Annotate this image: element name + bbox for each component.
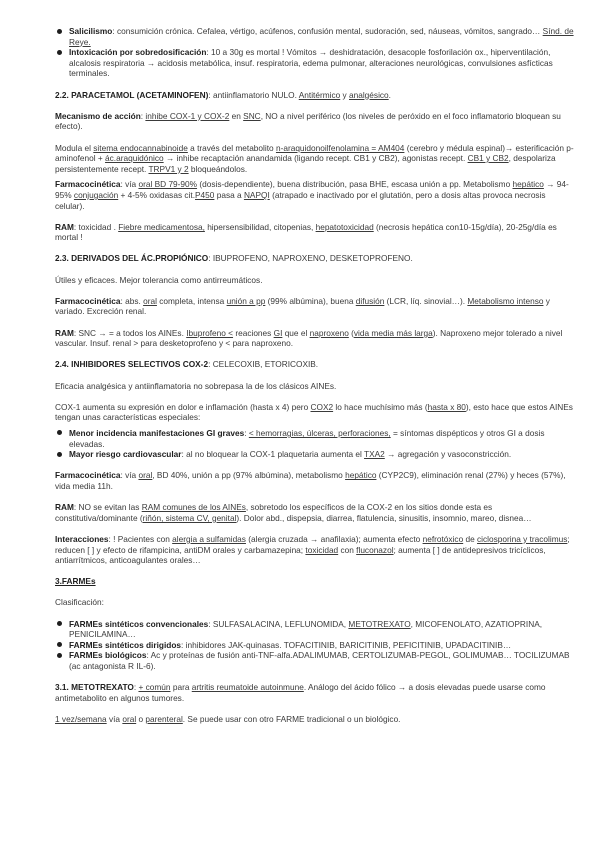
text-run: Metabolismo intenso xyxy=(467,295,544,306)
text-run: . Análogo del ácido fólico → a dosis elevadas puede usarse como antimetabolito en algunos tumores. xyxy=(55,682,546,703)
text-run: hipersensibilidad, citopenias, xyxy=(204,221,316,232)
text-run: en xyxy=(229,110,244,121)
text-run: (CYP2C9), eliminación renal (27%) y heces (57%), vida media 11h. xyxy=(55,470,566,491)
text-run: oral BD 79-90% xyxy=(138,179,198,190)
text-run: , NO a nivel periférico (los niveles de peróxido en el foco inflamatorio bloquean su efecto). xyxy=(55,110,561,132)
text-run: FARMEs sintéticos dirigidos xyxy=(69,639,182,650)
text-run: n-araquidonoilfenolamina = AM404 xyxy=(275,142,405,153)
text-run: → inhibe recaptación anandamida (ligando recept. CB1 y CB2), agonistas recept. xyxy=(163,153,468,164)
text-run: o xyxy=(136,714,146,724)
list-item xyxy=(55,428,575,449)
text-run: que el xyxy=(282,327,310,338)
text-run: Modula el xyxy=(55,142,94,153)
text-run: : vía xyxy=(120,470,139,481)
text-run: (LCR, líq. sinovial…). xyxy=(384,295,468,306)
text-run: : consumición crónica. Cefalea, vértigo, acúfenos, confusión mental, sudoración, sed, náuseas, vómitos, sangrado… xyxy=(112,26,541,36)
text-run: (atrapado e inactivado por el glutatión, pero a dosis altas provoca necrosis celular). xyxy=(55,189,546,211)
farmes-classification: Clasificación: xyxy=(55,597,104,608)
text-run: COX2 xyxy=(310,401,334,412)
text-run: 2.2. PARACETAMOL (ACETAMINOFEN) xyxy=(55,89,209,100)
text-run: + 4-5% oxidasas cit. xyxy=(118,189,196,200)
text-run: toxicidad xyxy=(305,544,339,555)
text-run: para xyxy=(170,682,192,693)
text-run: : Ac y proteínas de fusión anti-TNF-alfa.ADALIMUMAB, CERTOLIZUMAB-PEGOL, GOLIMUMAB… TOCILIZUMAB (ac antagonista R IL-6). xyxy=(69,650,570,672)
propionic-heading xyxy=(55,253,575,264)
text-run: con xyxy=(338,544,357,555)
text-run: Interacciones xyxy=(55,533,109,544)
paracetamol-modulation xyxy=(55,143,575,175)
text-run: : SULFASALACINA, LEFLUNOMIDA, xyxy=(208,618,349,629)
paracetamol-pharmacokinetics xyxy=(55,179,575,211)
text-run: Farmacocinética xyxy=(55,470,121,481)
text-run: ; reducen [ ] y efecto de rifampicina, antiDM orales y carbamazepina; xyxy=(55,533,570,555)
paracetamol-heading xyxy=(55,90,575,101)
text-run: hepático xyxy=(345,470,377,481)
text-run: ). Dolor abd., dispepsia, diarrea, flatulencia, sinusitis, insomnio, mareo, disnea… xyxy=(236,512,532,523)
text-run: oral xyxy=(143,295,157,306)
text-run: ). Naproxeno mejor tolerado a nivel vascular. Insuf. renal > para desketoprofeno y < para naproxeno. xyxy=(55,327,563,349)
text-run: = síntomas dispépticos y otros GI a dosis elevadas. xyxy=(69,427,545,449)
text-run: : ! Pacientes con xyxy=(108,533,173,544)
text-run: : xyxy=(244,427,249,438)
text-run: < hemorragias, úlceras, perforaciones, xyxy=(248,427,391,438)
text-run: hasta x 80 xyxy=(427,401,466,412)
text-run: Ibuprofeno < xyxy=(186,327,234,338)
term: Intoxicación por sobredosificación xyxy=(69,47,207,58)
text-run: Antitérmico xyxy=(298,89,341,100)
text-run: hepático xyxy=(512,179,544,190)
text-run: TRPV1 y 2 xyxy=(148,163,189,174)
methotrexate-heading xyxy=(55,682,575,703)
text-run: , despolariza persistentemente recept. xyxy=(55,153,556,174)
cox2-intro: Eficacia analgésica y antiinflamatoria no sobrepasa la de los clásicos AINEs. xyxy=(55,380,337,391)
text-run: sitema endocannabinoide xyxy=(93,142,188,153)
text-run: : CELECOXIB, ETORICOXIB. xyxy=(208,359,319,370)
text-run: vida media más larga xyxy=(353,327,433,338)
text-run: METOTREXATO xyxy=(348,618,411,629)
text-run: conjugación xyxy=(73,189,119,200)
text-run: de xyxy=(463,533,478,544)
paracetamol-ram xyxy=(55,222,575,243)
list-item xyxy=(55,619,575,640)
list-item xyxy=(55,640,575,651)
text-run: Fiebre medicamentosa, xyxy=(118,221,205,232)
text-run: (cerebro y médula espinal)→ esterificación p-aminofenol + xyxy=(55,142,574,164)
text-run: : IBUPROFENO, NAPROXENO, DESKETOPROFENO. xyxy=(208,253,413,264)
text-run: parenteral xyxy=(145,714,183,724)
text-run: oral xyxy=(138,470,153,481)
text-run: fluconazol xyxy=(356,544,394,555)
text-run: Mecanismo de acción xyxy=(55,110,141,121)
text-run: analgésico xyxy=(349,89,389,100)
text-run: inhibe COX-1 y COX-2 xyxy=(145,110,230,121)
text-run: : xyxy=(140,110,146,121)
text-run: difusión xyxy=(355,295,385,306)
text-run: oral xyxy=(122,714,137,724)
text-run: (dosis-dependiente), buena distribución, pasa BHE, escasa unión a pp. Metabolismo xyxy=(197,179,513,190)
text-run: : antiinflamatorio NULO. xyxy=(208,89,299,100)
text-run: , BD 40%, unión a pp (97% albúmina), metabolismo xyxy=(152,470,346,481)
text-run: COX-1 aumenta su expresión en dolor e inflamación (hasta x 4) pero xyxy=(55,401,311,412)
text-run: Menor incidencia manifestaciones GI graves xyxy=(69,427,245,438)
cox2-pharmacokinetics xyxy=(55,470,575,491)
text-run: y xyxy=(340,89,349,100)
text-run: 2.3. DERIVADOS DEL ÁC.PROPIÓNICO xyxy=(55,253,209,264)
propionic-pharmacokinetics xyxy=(55,296,575,317)
text-run: NAPQI xyxy=(243,189,270,200)
text-run: SNC xyxy=(243,110,261,121)
text-run: : xyxy=(133,682,139,693)
term: Salicilismo xyxy=(69,26,113,36)
propionic-intro: Útiles y eficaces. Mejor tolerancia como antirreumáticos. xyxy=(55,274,263,285)
text-run: y variado. Excreción renal. xyxy=(55,295,550,317)
text-run: GI xyxy=(273,327,283,338)
text-run: alergia a sulfamidas xyxy=(172,533,246,544)
text-run: , MICOFENOLATO, AZATIOPRINA, PENICILAMINA… xyxy=(69,618,543,640)
text-run: Farmacocinética xyxy=(55,179,121,190)
text-run: riñón, sistema CV, genital xyxy=(142,512,237,523)
text-run: ), esto hace que estos AINEs tengan unas características especiales: xyxy=(55,401,573,423)
text-run: (necrosis hepática con10-15g/día), 20-25g/día es mortal ! xyxy=(55,221,557,243)
text-run: . Se puede usar con otro FARME tradicional o un biológico. xyxy=(182,714,401,724)
text-run: RAM xyxy=(55,327,74,338)
text-run: Farmacocinética xyxy=(55,295,121,306)
text-run: 3.1. METOTREXATO xyxy=(55,682,134,693)
text-run: FARMEs sintéticos convencionales xyxy=(69,618,209,629)
text-run: 2.4. INHIBIDORES SELECTIVOS COX-2 xyxy=(55,359,209,370)
farmes-heading xyxy=(55,576,575,587)
text-run: : abs. xyxy=(120,295,144,306)
text-run: ciclosporina y tracolimus xyxy=(477,533,568,544)
cox2-interactions xyxy=(55,534,575,566)
text-run: : NO se evitan las xyxy=(73,502,142,513)
text-run: + común xyxy=(138,682,171,693)
text-run: naproxeno xyxy=(309,327,349,338)
text-run: P450 xyxy=(195,189,215,200)
text-run: : al no bloquear la COX-1 plaquetaria aumenta el xyxy=(181,449,365,460)
text-run: : SNC → = a todos los AINEs. xyxy=(73,327,187,338)
list-item xyxy=(55,449,575,460)
text-run: 3.FARMEs xyxy=(55,576,96,587)
text-run: FARMEs biológicos xyxy=(69,650,147,661)
paracetamol-mechanism xyxy=(55,111,575,132)
text-run: : 10 a 30g es mortal ! Vómitos → deshidratación, desacople fosforilación ox., hiperventilación, alcalosis respiratoria → acidosis metabólica, insuf. respiratoria, edema pulmonar, alteraciones neurológicas, convulsiones asfícticas terminales. xyxy=(69,47,553,79)
text-run: RAM comunes de los AINEs xyxy=(141,502,246,513)
toxicity-list xyxy=(55,26,575,79)
reye-link: Sínd. de Reye. xyxy=(69,26,574,47)
text-run: pasa a xyxy=(214,189,244,200)
text-run: . xyxy=(388,89,391,100)
text-run: artritis reumatoide autoinmune xyxy=(191,682,304,693)
farmes-list xyxy=(55,619,575,672)
document-page xyxy=(55,26,575,725)
cox2-expression xyxy=(55,402,575,423)
text-run: TXA2 xyxy=(364,449,385,460)
methotrexate-administration xyxy=(55,714,575,725)
text-run: : inhibidores JAK-quinasas. TOFACITINIB, BARICITINIB, PEFICITINIB, UPADACITINIB… xyxy=(181,639,512,650)
text-run: nefrotóxico xyxy=(422,533,464,544)
text-run: RAM xyxy=(55,221,74,232)
text-run: : toxicidad . xyxy=(73,221,119,232)
text-run: : vía xyxy=(120,179,139,190)
text-run: (99% albúmina), buena xyxy=(265,295,356,306)
text-run: ác.araquidónico xyxy=(105,153,164,164)
text-run: ; aumenta [ ] de antidepresivos tricíclicos, antiarrítmicos, anticoagulantes orales… xyxy=(55,544,546,566)
text-run: a través del metabolito xyxy=(187,142,276,153)
cox2-features-list xyxy=(55,428,575,460)
text-run: reaciones xyxy=(233,327,274,338)
text-run: RAM xyxy=(55,502,74,513)
text-run: unión a pp xyxy=(226,295,266,306)
text-run: lo hace muchísimo más ( xyxy=(333,401,428,412)
cox2-ram xyxy=(55,502,575,523)
text-run: hepatotoxicidad xyxy=(315,221,374,232)
list-item xyxy=(55,650,575,671)
text-run: (alergia cruzada → anafilaxia); aumenta efecto xyxy=(245,533,423,544)
text-run: bloqueándolos. xyxy=(188,163,248,174)
text-run: , sobretodo los específicos de la COX-2 en los sitios donde esta es constitutiva/dominante ( xyxy=(55,502,493,523)
cox2-heading xyxy=(55,359,575,370)
text-run: vía xyxy=(106,714,123,724)
text-run: → 94-95% xyxy=(55,179,569,200)
text-run: completa, intensa xyxy=(156,295,227,306)
text-run: Mayor riesgo cardiovascular xyxy=(69,449,182,460)
text-run: ( xyxy=(348,327,354,338)
propionic-ram xyxy=(55,328,575,349)
list-item xyxy=(55,26,575,47)
text-run: 1 vez/semana xyxy=(55,714,107,724)
list-item xyxy=(55,47,575,79)
text-run: CB1 y CB2 xyxy=(467,153,509,164)
text-run: → agregación y vasoconstricción. xyxy=(384,449,512,460)
